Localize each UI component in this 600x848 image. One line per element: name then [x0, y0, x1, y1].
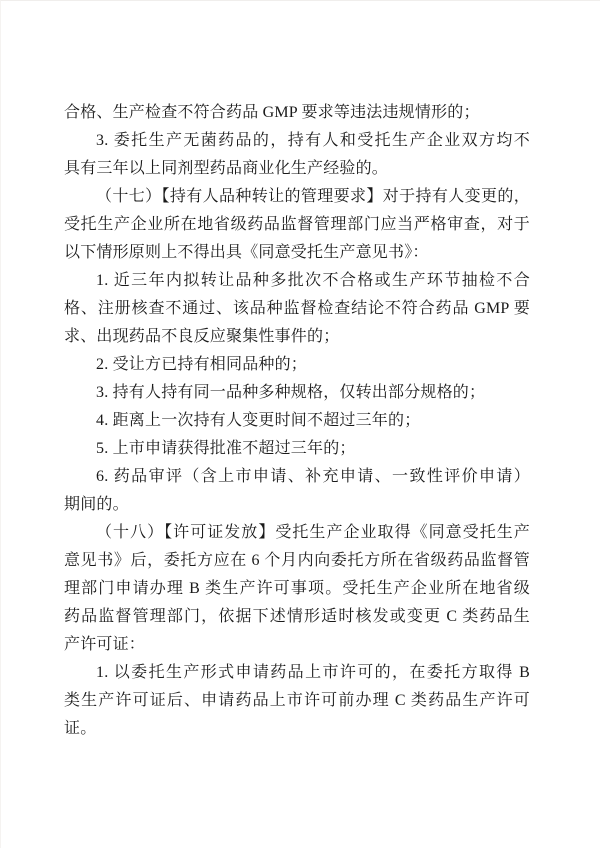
text-line: 1. 近三年内拟转让品种多批次不合格或生产环节抽检不合 [96, 272, 530, 289]
text-line: 4. 距离上一次持有人变更时间不超过三年的； [96, 412, 421, 429]
text-line: 3. 委托生产无菌药品的，持有人和受托生产企业双方均不 [96, 132, 530, 149]
text-line: 3. 持有人持有同一品种多种规格，仅转出部分规格的； [96, 384, 486, 401]
text-line: 5. 上市申请获得批准不超过三年的； [96, 440, 356, 457]
text-line: 期间的。 [64, 496, 129, 513]
text-line: 药品监督管理部门，依据下述情形适时核发或变更 C 类药品生 [64, 608, 530, 625]
text-line: 合格、生产检查不符合药品 GMP 要求等违法违规情形的； [64, 104, 480, 121]
text-line: 6. 药品审评（含上市申请、补充申请、一致性评价申请） [96, 468, 530, 485]
text-line: 证。 [64, 720, 97, 737]
text-line: 受托生产企业所在地省级药品监督管理部门应当严格审查，对于 [64, 216, 530, 233]
text-line: 以下情形原则上不得出具《同意受托生产意见书》： [64, 244, 429, 261]
text-line: 类生产许可证后、申请药品上市许可前办理 C 类药品生产许可 [64, 692, 530, 709]
text-line: 意见书》后，委托方应在 6 个月内向委托方所在省级药品监督管 [64, 552, 530, 569]
text-line: 格、注册核查不通过、该品种监督检查结论不符合药品 GMP 要 [64, 300, 530, 317]
text-line: 产许可证： [64, 636, 146, 653]
text-line: （十七）【持有人品种转让的管理要求】对于持有人变更的， [96, 188, 530, 205]
text-line: 求、出现药品不良反应聚集性事件的； [64, 328, 340, 345]
text-line: 1. 以委托生产形式申请药品上市许可的，在委托方取得 B [96, 664, 530, 681]
text-line: 具有三年以上同剂型药品商业化生产经验的。 [64, 160, 389, 177]
text-line: 2. 受让方已持有相同品种的； [96, 356, 308, 373]
document-body [64, 99, 530, 743]
text-line: 理部门申请办理 B 类生产许可事项。受托生产企业所在地省级 [64, 580, 530, 597]
text-line: （十八）【许可证发放】受托生产企业取得《同意受托生产 [96, 524, 530, 541]
